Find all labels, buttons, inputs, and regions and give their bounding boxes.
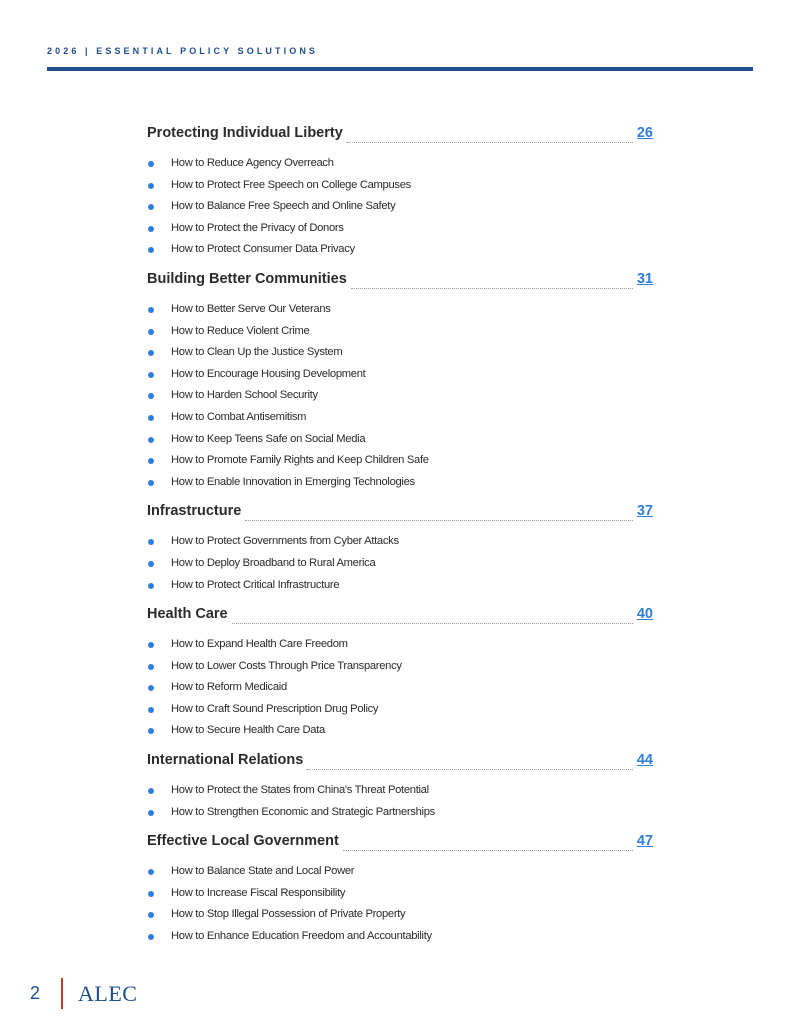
bullet-icon <box>148 912 154 918</box>
bullet-icon <box>148 539 154 545</box>
section-title: Building Better Communities <box>147 270 347 287</box>
list-item <box>147 429 653 451</box>
bullet-icon <box>148 329 154 335</box>
dot-leader <box>245 508 633 521</box>
list-item-text: How to Reduce Violent Crime <box>171 324 310 337</box>
list-item-text: How to Deploy Broadband to Rural America <box>171 556 376 569</box>
list-item <box>147 634 653 656</box>
list-item <box>147 904 653 926</box>
list-item <box>147 450 653 472</box>
list-item <box>147 720 653 742</box>
list-item-text: How to Secure Health Care Data <box>171 724 325 737</box>
section-heading[interactable] <box>147 125 653 147</box>
list-item-text: How to Balance Free Speech and Online Safety <box>171 200 396 213</box>
bullet-icon <box>148 183 154 189</box>
list-item-text: How to Protect Free Speech on College Campuses <box>171 178 411 191</box>
list-item-text: How to Lower Costs Through Price Transparency <box>171 659 402 672</box>
list-item-text: How to Protect the Privacy of Donors <box>171 221 344 234</box>
list-item-text: How to Harden School Security <box>171 389 318 402</box>
list-item <box>147 699 653 721</box>
section-item-list <box>147 861 653 947</box>
toc-section <box>147 271 653 493</box>
toc-section <box>147 833 653 947</box>
bullet-icon <box>148 810 154 816</box>
bullet-icon <box>148 204 154 210</box>
list-item <box>147 239 653 261</box>
bullet-icon <box>148 728 154 734</box>
bullet-icon <box>148 458 154 464</box>
bullet-icon <box>148 685 154 691</box>
bullet-icon <box>148 350 154 356</box>
section-page-link[interactable]: 47 <box>636 833 653 850</box>
bullet-icon <box>148 869 154 875</box>
list-item-text: How to Protect the States from China's Threat Potential <box>171 784 429 797</box>
section-item-list <box>147 299 653 493</box>
section-item-list <box>147 153 653 261</box>
list-item-text: How to Craft Sound Prescription Drug Policy <box>171 702 379 715</box>
list-item-text: How to Protect Governments from Cyber Attacks <box>171 535 399 548</box>
dot-leader <box>232 611 633 624</box>
list-item <box>147 472 653 494</box>
bullet-icon <box>148 307 154 313</box>
list-item <box>147 385 653 407</box>
list-item <box>147 175 653 197</box>
bullet-icon <box>148 393 154 399</box>
list-item-text: How to Increase Fiscal Responsibility <box>171 886 346 899</box>
list-item-text: How to Keep Teens Safe on Social Media <box>171 432 366 445</box>
list-item <box>147 802 653 824</box>
list-item <box>147 656 653 678</box>
section-title: Infrastructure <box>147 503 242 520</box>
section-heading[interactable] <box>147 271 653 293</box>
section-page-link[interactable]: 44 <box>636 752 653 769</box>
list-item <box>147 677 653 699</box>
list-item-text: How to Combat Antisemitism <box>171 410 307 423</box>
list-item <box>147 553 653 575</box>
list-item-text: How to Protect Consumer Data Privacy <box>171 243 355 256</box>
list-item-text: How to Reform Medicaid <box>171 681 287 694</box>
list-item-text: How to Balance State and Local Power <box>171 865 355 878</box>
list-item <box>147 153 653 175</box>
list-item-text: How to Enable Innovation in Emerging Technologies <box>171 475 415 488</box>
section-page-link[interactable]: 31 <box>636 270 653 287</box>
dot-leader <box>307 757 633 770</box>
list-item-text: How to Expand Health Care Freedom <box>171 638 348 651</box>
bullet-icon <box>148 583 154 589</box>
list-item-text: How to Better Serve Our Veterans <box>171 302 331 315</box>
alec-logo: ALEC <box>78 981 138 1006</box>
bullet-icon <box>148 480 154 486</box>
section-title: Effective Local Government <box>147 833 339 850</box>
toc-section <box>147 606 653 742</box>
section-page-link[interactable]: 40 <box>636 606 653 623</box>
list-item <box>147 926 653 948</box>
section-page-link[interactable]: 26 <box>636 125 653 141</box>
dot-leader <box>343 838 633 851</box>
toc-section <box>147 503 653 596</box>
section-title: Protecting Individual Liberty <box>147 125 343 141</box>
header-rule <box>47 67 753 71</box>
page-number: 2 <box>30 983 41 1003</box>
section-item-list <box>147 780 653 823</box>
dot-leader <box>347 130 633 143</box>
table-of-contents <box>147 125 653 958</box>
section-page-link[interactable]: 37 <box>636 503 653 520</box>
running-header: 2026 | ESSENTIAL POLICY SOLUTIONS <box>47 46 319 56</box>
list-item <box>147 364 653 386</box>
list-item-text: How to Enhance Education Freedom and Accountability <box>171 930 432 943</box>
dot-leader <box>351 276 633 289</box>
bullet-icon <box>148 934 154 940</box>
footer-divider <box>61 978 63 1009</box>
list-item-text: How to Strengthen Economic and Strategic Partnerships <box>171 805 435 818</box>
list-item-text: How to Protect Critical Infrastructure <box>171 578 340 591</box>
section-heading[interactable] <box>147 833 653 855</box>
bullet-icon <box>148 664 154 670</box>
list-item <box>147 575 653 597</box>
list-item <box>147 531 653 553</box>
list-item-text: How to Stop Illegal Possession of Private Property <box>171 908 406 921</box>
section-title: Health Care <box>147 606 228 623</box>
bullet-icon <box>148 788 154 794</box>
section-heading[interactable] <box>147 606 653 628</box>
list-item <box>147 780 653 802</box>
list-item <box>147 407 653 429</box>
list-item <box>147 861 653 883</box>
bullet-icon <box>148 707 154 713</box>
bullet-icon <box>148 561 154 567</box>
bullet-icon <box>148 437 154 443</box>
list-item <box>147 342 653 364</box>
section-heading[interactable] <box>147 503 653 525</box>
bullet-icon <box>148 891 154 897</box>
bullet-icon <box>148 161 154 167</box>
list-item <box>147 218 653 240</box>
bullet-icon <box>148 642 154 648</box>
bullet-icon <box>148 372 154 378</box>
section-heading[interactable] <box>147 752 653 774</box>
section-item-list <box>147 531 653 596</box>
list-item <box>147 299 653 321</box>
bullet-icon <box>148 415 154 421</box>
list-item-text: How to Clean Up the Justice System <box>171 346 343 359</box>
bullet-icon <box>148 226 154 232</box>
list-item-text: How to Reduce Agency Overreach <box>171 157 334 169</box>
bullet-icon <box>148 247 154 253</box>
toc-section <box>147 752 653 823</box>
toc-section <box>147 125 653 261</box>
list-item-text: How to Encourage Housing Development <box>171 367 366 380</box>
list-item-text: How to Promote Family Rights and Keep Children Safe <box>171 454 429 467</box>
section-title: International Relations <box>147 752 304 769</box>
list-item <box>147 196 653 218</box>
list-item <box>147 321 653 343</box>
section-item-list <box>147 634 653 742</box>
list-item <box>147 883 653 905</box>
